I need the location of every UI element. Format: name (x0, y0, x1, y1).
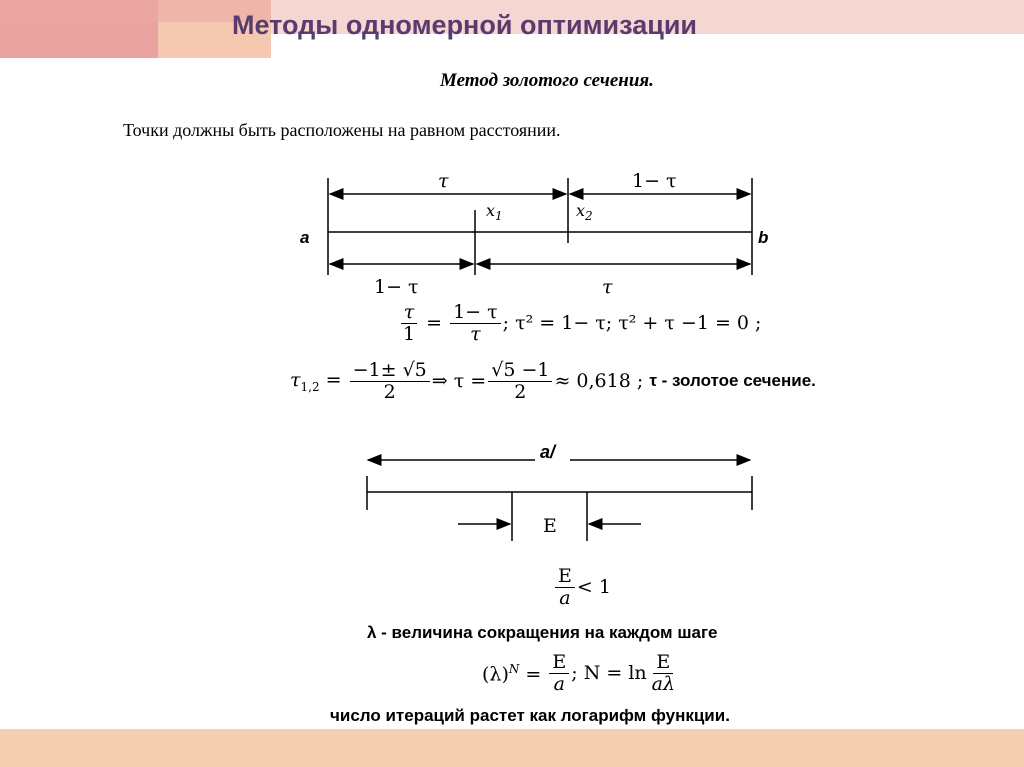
points-text: Точки должны быть расположены на равном расстоянии. (123, 120, 561, 140)
top-right-label: 1− τ (632, 170, 677, 192)
page-title: Методы одномерной оптимизации (232, 10, 698, 40)
bottom-right-label: τ (602, 276, 613, 298)
equation-ratio: $\frac{\tau}{1}$ = $\frac{1- \tau}{\tau}$ ; τ² = 1− τ; τ² + τ −1 = 0 ; (398, 302, 761, 345)
epsilon-label: E (543, 515, 557, 537)
label-b: b (758, 228, 769, 247)
equation-tau-roots: $\tau_{1,2}$ = $\frac{-1\pm √5}{2}$ ⇒ τ = $\frac{√5 -1}{2}$ ≈ 0,618 ; τ - золотое сечение. (290, 359, 816, 403)
lambda-text: λ - величина сокращения на каждом шаге (367, 623, 718, 642)
iteration-text: число итераций растет как логарифм функции. (330, 706, 730, 725)
x1-label: $x_1$ (486, 201, 503, 224)
equation-iterations: $(\lambda)^N$ = $\frac{E}{a}$ ; N = ln $\frac{E}{a\lambda}$ (482, 651, 676, 695)
equation-epsilon-ratio: $\frac{E}{a}$ < 1 (553, 566, 611, 609)
bottom-left-label: 1− τ (374, 276, 419, 298)
method-title: Метод золотого сечения. (440, 70, 654, 91)
top-left-label: τ (438, 170, 449, 192)
x2-label: $x_2$ (576, 201, 593, 224)
label-a: a (300, 228, 310, 247)
interval-label: a/ (540, 442, 556, 462)
